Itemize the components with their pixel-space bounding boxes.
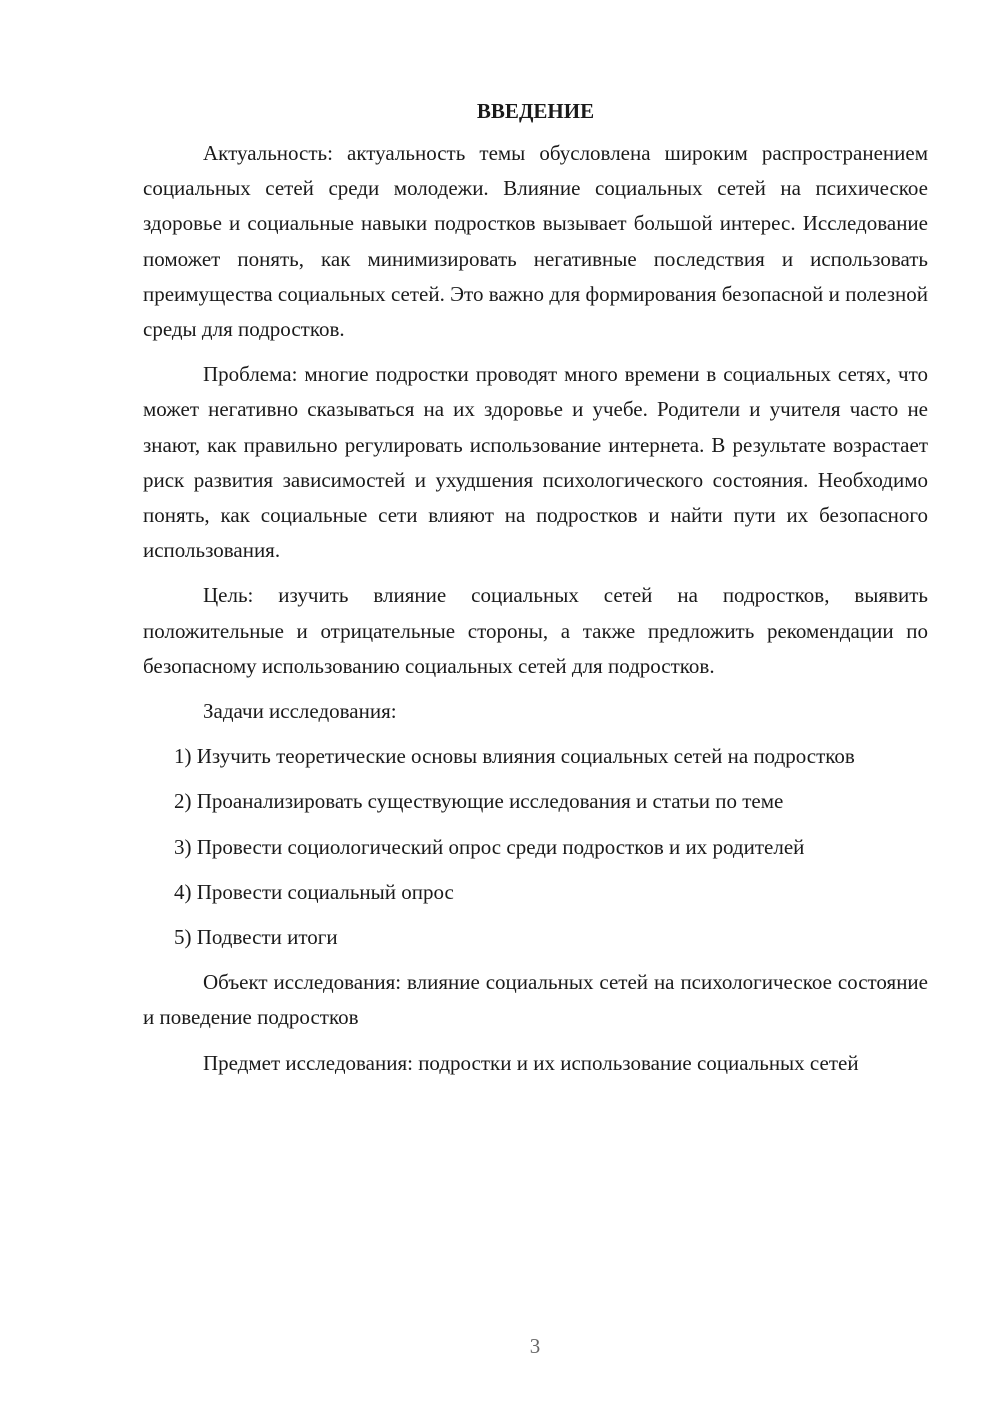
problem-paragraph: Проблема: многие подростки проводят много времени в социальных сетях, что может негативно сказываться на их здоровье и учебе. Родители и учителя часто не знают, как правильно регулировать использование интернета. В результате возрастает риск развития зависимостей и ухудшения психологического состояния. Необходимо понять, как социальные сети влияют на подростков и найти пути их безопасного использования. [143, 362, 928, 563]
document-page [143, 96, 928, 1091]
task-item-4: 4) Провести социальный опрос [174, 879, 454, 904]
tasks-heading: Задачи исследования: [203, 699, 397, 724]
task-item-2: 2) Проанализировать существующие исследования и статьи по теме [174, 789, 784, 814]
relevance-paragraph: Актуальность: актуальность темы обусловлена широким распространением социальных сетей среди молодежи. Влияние социальных сетей на психическое здоровье и социальные навыки подростков вызывает большой интерес. Исследование поможет понять, как минимизировать негативные последствия и использовать преимущества социальных сетей. Это важно для формирования безопасной и полезной среды для подростков. [143, 141, 928, 342]
subject-paragraph: Предмет исследования: подростки и их использование социальных сетей [203, 1050, 859, 1075]
task-item-3: 3) Провести социологический опрос среди подростков и их родителей [174, 834, 805, 859]
section-heading: ВВЕДЕНИЕ [476, 99, 595, 123]
page-number: 3 [529, 1334, 541, 1358]
task-item-1: 1) Изучить теоретические основы влияния социальных сетей на подростков [174, 744, 855, 769]
object-paragraph: Объект исследования: влияние социальных сетей на психологическое состояние и поведение подростков [143, 970, 928, 1030]
task-item-5: 5) Подвести итоги [174, 925, 338, 950]
goal-paragraph: Цель: изучить влияние социальных сетей на подростков, выявить положительные и отрицательные стороны, а также предложить рекомендации по безопасному использованию социальных сетей для подростков. [143, 583, 928, 678]
